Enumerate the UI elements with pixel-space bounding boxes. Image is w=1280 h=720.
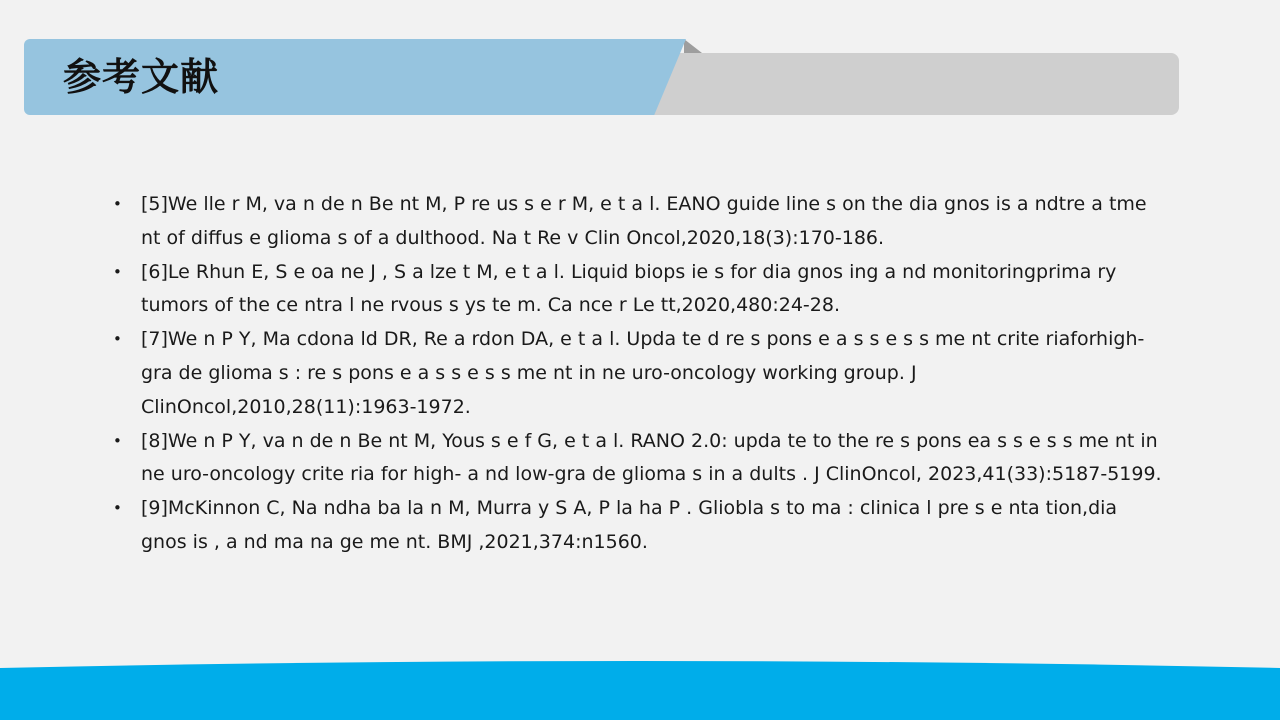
reference-list (113, 188, 1163, 560)
reference-text: [9]McKinnon C, Na ndha ba la n M, Murra y S A, P la ha P . Gliobla s to ma : clinica l pre s e nta tion,dia gnos is , a nd ma na ge me nt. BMJ ,2021,374:n1560. (141, 497, 1118, 553)
reference-item (113, 425, 1163, 493)
bullet-icon: • (113, 330, 122, 349)
header-fold-corner (684, 39, 702, 53)
page-title: 参考文献 (63, 55, 220, 99)
reference-item (113, 492, 1163, 560)
header-gray-band (620, 53, 1179, 115)
reference-item (113, 256, 1163, 324)
reference-text: [8]We n P Y, va n de n Be nt M, Yous s e f G, e t a l. RANO 2.0: upda te to the re s pons ea s s e s s me nt in ne uro-oncology crite ria for high- a nd low-gra de glioma s in a dults . J ClinOncol, 2023,41(33):5187-5199. (141, 429, 1162, 486)
footer-wave (0, 660, 1280, 720)
reference-item (113, 323, 1163, 424)
reference-text: [5]We lle r M, va n de n Be nt M, P re us s e r M, e t a l. EANO guide line s on the dia gnos is a ndtre a tme nt of diffus e glioma s of a dulthood. Na t Re v Clin Oncol,2020,18(3):170-186. (141, 193, 1147, 249)
bullet-icon: • (113, 195, 122, 213)
reference-text: [7]We n P Y, Ma cdona ld DR, Re a rdon DA, e t a l. Upda te d re s pons e a s s e s s me nt crite riaforhigh-gra de glioma s : re s pons e a s s e s s me nt in ne uro-oncology working group. J ClinOncol,2010,28(11):1963-1972. (141, 328, 1145, 418)
bullet-icon: • (113, 262, 122, 281)
bullet-icon: • (113, 431, 122, 450)
reference-text: [6]Le Rhun E, S e oa ne J , S a lze t M, e t a l. Liquid biops ie s for dia gnos ing a nd monitoringprima ry tumors of the ce ntra l ne rvous s ys te m. Ca nce r Le tt,2020,480:24-28. (141, 260, 1117, 317)
reference-item (113, 188, 1163, 256)
bullet-icon: • (113, 499, 122, 518)
